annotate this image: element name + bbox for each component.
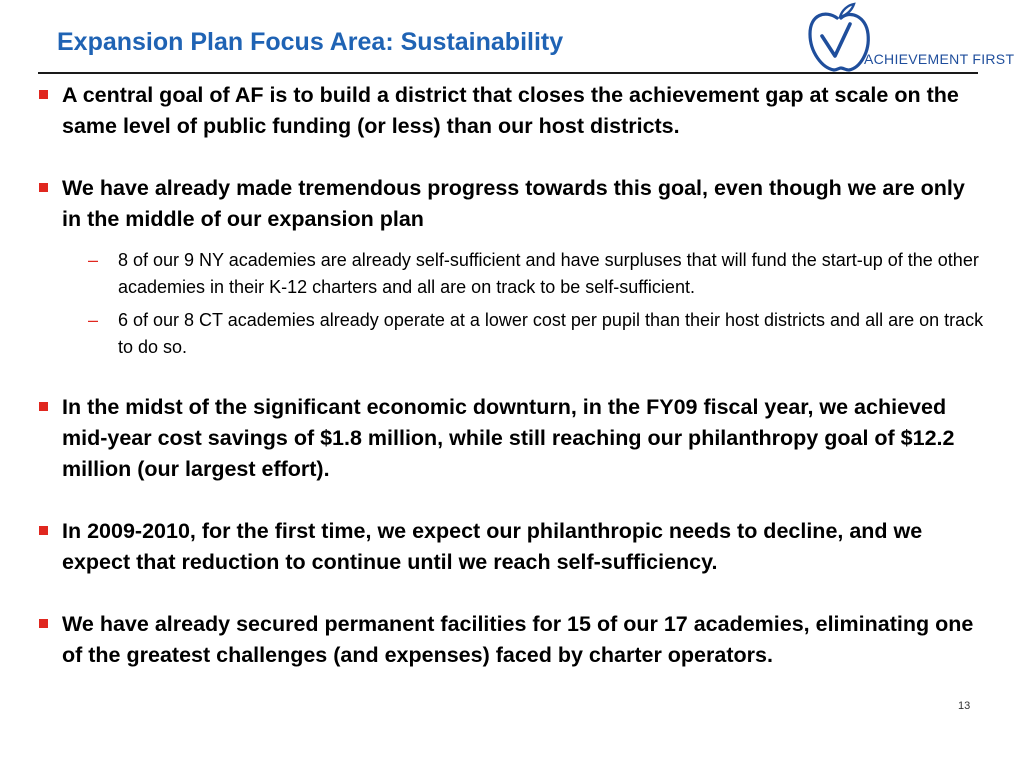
subbullet-text: 6 of our 8 CT academies already operate at a lower cost per pupil than their host districts and all are on track to do so. [118, 310, 984, 357]
bullet-item [38, 392, 988, 485]
red-square-bullet-icon [39, 90, 48, 99]
title-divider [38, 72, 978, 74]
red-square-bullet-icon [39, 526, 48, 535]
logo-wordmark: ACHIEVEMENT FIRST [864, 51, 1015, 67]
subbullet-item [38, 247, 988, 301]
red-square-bullet-icon [39, 183, 48, 192]
apple-check-icon [804, 2, 874, 80]
achievement-first-logo [804, 2, 1015, 82]
bullet-text: A central goal of AF is to build a district that closes the achievement gap at scale on the same level of public funding (or less) than our host districts. [62, 83, 959, 138]
dash-bullet-icon: – [88, 250, 99, 270]
page-number: 13 [958, 700, 971, 712]
bullet-text: We have already secured permanent facilities for 15 of our 17 academies, eliminating one of the greatest challenges (and expenses) faced by charter operators. [62, 612, 974, 667]
slide-title: Expansion Plan Focus Area: Sustainability [57, 28, 564, 56]
bullet-item [38, 80, 988, 142]
bullet-item [38, 609, 988, 671]
bullet-text: In the midst of the significant economic downturn, in the FY09 fiscal year, we achieved mid-year cost savings of $1.8 million, while still reaching our philanthropy goal of $12.2 million (our largest effort). [62, 395, 955, 481]
bullet-item [38, 173, 988, 235]
dash-bullet-icon: – [88, 310, 99, 330]
subbullet-item [38, 307, 988, 361]
bullet-item [38, 516, 988, 578]
red-square-bullet-icon [39, 619, 48, 628]
bullet-text: We have already made tremendous progress towards this goal, even though we are only in the middle of our expansion plan [62, 176, 965, 231]
red-square-bullet-icon [39, 402, 48, 411]
bullet-text: In 2009-2010, for the first time, we expect our philanthropic needs to decline, and we expect that reduction to continue until we reach self-sufficiency. [62, 519, 923, 574]
slide-body [38, 80, 988, 671]
subbullet-text: 8 of our 9 NY academies are already self-sufficient and have surpluses that will fund the start-up of the other academies in their K-12 charters and all are on track to be self-sufficient. [118, 250, 979, 297]
